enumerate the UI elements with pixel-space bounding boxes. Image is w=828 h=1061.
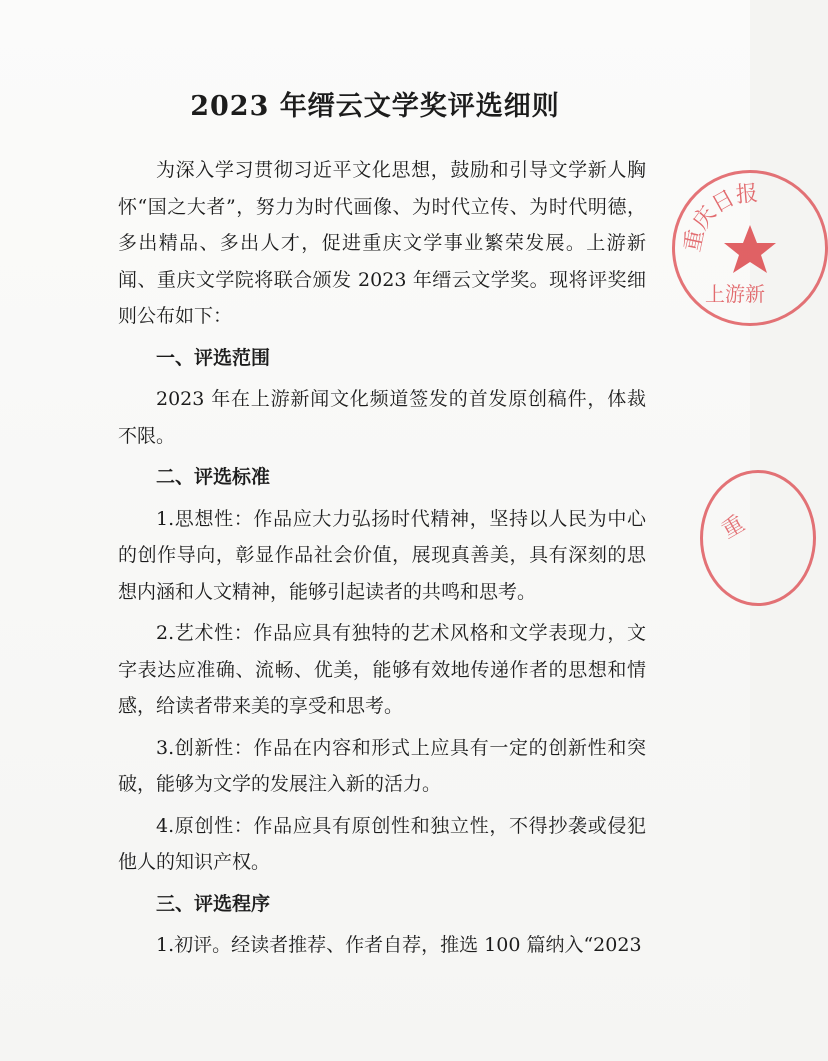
intro-paragraph: 为深入学习贯彻习近平文化思想，鼓励和引导文学新人胸怀“国之大者”，努力为时代画像、为时代立传、为时代明德，多出精品、多出人才，促进重庆文学事业繁荣发展。上游新闻、重庆文学院将联合颁发 2023 年缙云文学奖。现将评奖细则公布如下： [118,159,646,327]
section-1-body: 2023 年在上游新闻文化频道签发的首发原创稿件，体裁不限。 [118,388,646,447]
seal-bottom-text: 上游新 [705,282,765,306]
star-icon [724,225,776,273]
criterion-art: 2.艺术性：作品应具有独特的艺术风格和文学表现力，文字表达应准确、流畅、优美，能够有效地传递作者的思想和情感，给读者带来美的享受和思考。 [118,622,646,717]
secondary-seal [700,470,816,606]
document-body [118,152,646,964]
seal-text: 重庆日报 [680,181,759,255]
section-3-heading: 三、评选程序 [156,892,271,915]
document-title: 2023 年缙云文学奖评选细则 [190,91,560,122]
criterion-innovation: 3.创新性：作品在内容和形式上应具有一定的创新性和突破，能够为文学的发展注入新的活力。 [118,736,646,795]
section-1-heading: 一、评选范围 [156,346,271,369]
official-seal [672,170,828,326]
criterion-thought: 1.思想性：作品应大力弘扬时代精神，坚持以人民为中心的创作导向，彰显作品社会价值，展现真善美，具有深刻的思想内涵和人文精神，能够引起读者的共鸣和思考。 [118,507,646,603]
section-2-heading: 二、评选标准 [156,466,271,488]
criterion-originality: 4.原创性：作品应具有原创性和独立性，不得抄袭或侵犯他人的知识产权。 [118,814,646,873]
procedure-initial-review: 1.初评。经读者推荐、作者自荐，推选 100 篇纳入“2023 [156,934,642,956]
seal-2-text: 重 [717,511,750,544]
